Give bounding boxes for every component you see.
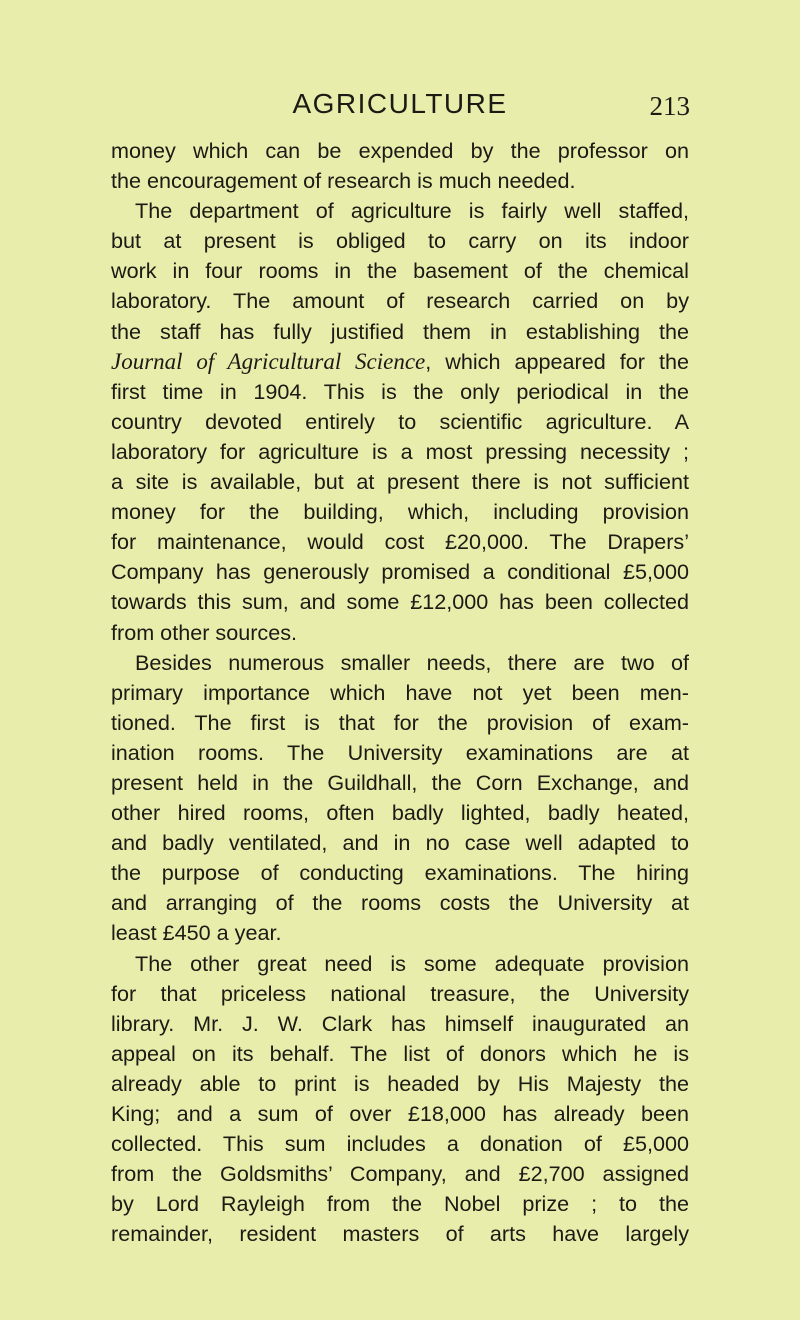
page-header bbox=[110, 88, 690, 132]
text-line: money which can be expended by the professor on bbox=[111, 138, 689, 163]
text-line: first time in 1904. This is the only periodical in the bbox=[111, 378, 689, 404]
text-line: Company has generously promised a conditional £5,000 bbox=[111, 559, 689, 585]
running-title: AGRICULTURE bbox=[292, 88, 508, 119]
text-line-remainder: , which appeared for the bbox=[425, 348, 689, 374]
body-text bbox=[111, 136, 689, 1249]
text-line: but at present is obliged to carry on its indoor bbox=[111, 228, 689, 254]
text-line: for maintenance, would cost £20,000. The Drapers’ bbox=[111, 529, 689, 555]
text-line: The other great need is some adequate provision bbox=[135, 950, 689, 976]
text-line bbox=[111, 347, 689, 377]
text-line: work in four rooms in the basement of the chemical bbox=[111, 258, 689, 284]
text-line: laboratory. The amount of research carried on by bbox=[111, 288, 689, 314]
text-line: tioned. The first is that for the provision of exam- bbox=[111, 709, 689, 735]
journal-title: Journal of Agricultural Science bbox=[111, 348, 426, 374]
text-line: from the Goldsmiths’ Company, and £2,700 assigned bbox=[111, 1161, 689, 1187]
text-line: the purpose of conducting examinations. The hiring bbox=[111, 860, 689, 886]
text-line: from other sources. bbox=[111, 619, 298, 645]
text-line: primary importance which have not yet been men- bbox=[111, 679, 689, 705]
text-line: money for the building, which, including provision bbox=[111, 499, 689, 525]
text-line: remainder, resident masters of arts have largely bbox=[111, 1221, 689, 1247]
text-line: country devoted entirely to scientific agriculture. A bbox=[111, 408, 689, 434]
text-line: the encouragement of research is much needed. bbox=[111, 168, 576, 194]
text-line: collected. This sum includes a donation of £5,000 bbox=[111, 1131, 689, 1157]
text-line: least £450 a year. bbox=[111, 920, 282, 946]
text-line: a site is available, but at present there is not sufficient bbox=[111, 469, 689, 495]
text-line: towards this sum, and some £12,000 has been collected bbox=[111, 589, 689, 615]
page-number: 213 bbox=[649, 91, 690, 121]
text-line: and badly ventilated, and in no case well adapted to bbox=[111, 830, 689, 856]
text-line: The department of agriculture is fairly well staffed, bbox=[135, 198, 689, 224]
text-line: and arranging of the rooms costs the University at bbox=[111, 890, 689, 916]
text-line: appeal on its behalf. The list of donors which he is bbox=[111, 1040, 689, 1066]
text-line: laboratory for agriculture is a most pressing necessity ; bbox=[111, 438, 689, 464]
text-line: by Lord Rayleigh from the Nobel prize ; to the bbox=[111, 1191, 689, 1217]
text-line: present held in the Guildhall, the Corn Exchange, and bbox=[111, 769, 689, 795]
text-line: library. Mr. J. W. Clark has himself inaugurated an bbox=[111, 1010, 689, 1036]
text-line: ination rooms. The University examinations are at bbox=[111, 739, 689, 765]
text-line: the staff has fully justified them in establishing the bbox=[111, 318, 689, 344]
text-line: for that priceless national treasure, the University bbox=[111, 980, 689, 1006]
text-line: King; and a sum of over £18,000 has already been bbox=[111, 1101, 689, 1126]
text-line: already able to print is headed by His Majesty the bbox=[111, 1070, 689, 1096]
text-line: other hired rooms, often badly lighted, badly heated, bbox=[111, 800, 689, 826]
text-line: Besides numerous smaller needs, there are two of bbox=[135, 649, 689, 675]
